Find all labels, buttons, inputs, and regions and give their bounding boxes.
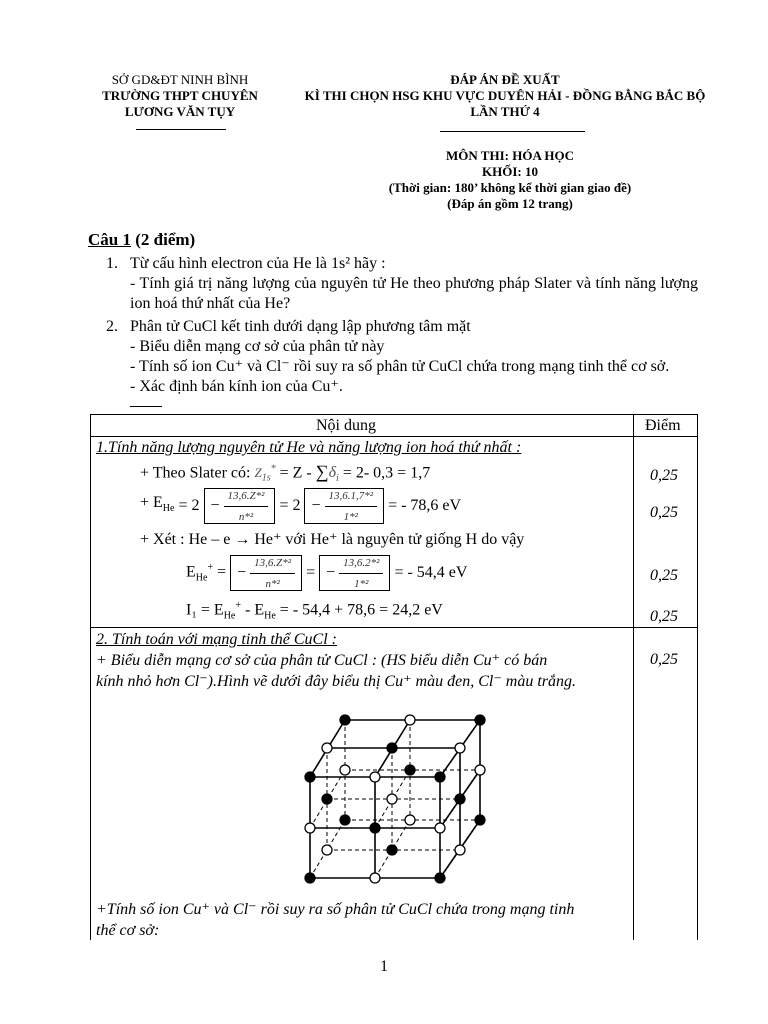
question-number: Câu 1 (88, 230, 131, 249)
exam-round: LẦN THỨ 4 (470, 104, 540, 119)
school-header (80, 72, 280, 120)
part1-title: 1.Tính năng lượng nguyên tử He và năng lượng ion hoá thứ nhất : (96, 439, 522, 456)
sigma-sum-symbol: ∑ (315, 461, 329, 482)
item-line: - Biểu diễn mạng cơ sở của phân tử này (130, 338, 385, 355)
exam-underline (440, 131, 585, 132)
ehe-plus-equation: $E_{He}^+$ = − $\frac{\text{13,6.Z*²}}{\text{n*²}}$ = − $\frac{\text{13,6.2*²}}{\text{1*²}}$ = - 54,4 eV (186, 553, 467, 593)
ionization-statement: + Xét : He – e → He⁺ với He⁺ là nguyên tử giống H do vậy (140, 531, 525, 548)
i1-equation: $I_1 = E_{He}^+ - E_{He}$ = - 54,4 + 78,6 = 24,2 eV (186, 600, 443, 622)
department-name: SỞ GD&ĐT NINH BÌNH (111, 72, 249, 87)
part2-description-line2: kính nhỏ hơn Cl⁻).Hình vẽ dưới đây biểu thị Cu⁺ màu đen, Cl⁻ màu trắng. (96, 673, 576, 690)
subject: MÔN THI: HÓA HỌC (446, 148, 574, 163)
column-header-content: Nội dung (316, 417, 376, 434)
question-item-2 (106, 317, 698, 397)
item-line: - Tính giá trị năng lượng của nguyên tử He theo phương pháp Slater và tính năng lượng ion hoá thứ nhất của He? (130, 275, 698, 312)
time-limit: (Thời gian: 180’ không kể thời gian giao đề) (388, 180, 632, 195)
item-line: Từ cấu hình electron của He là 1s² hãy : (130, 255, 386, 272)
item-line: - Tính số ion Cu⁺ và Cl⁻ rồi suy ra số phân tử CuCl chứa trong mạng tinh thể cơ sở. (130, 358, 670, 375)
question-title (88, 230, 195, 250)
ehe-equation: + $E_{He}$ = 2 − $\frac{\text{13,6.Z*²}}{\text{n*²}}$ = 2 − $\frac{\text{13,6.1,7*²}}{\text{1*²}}$ = - 78,6 eV (140, 486, 461, 526)
score: 0,25 (650, 608, 678, 625)
score: 0,25 (650, 567, 678, 584)
table-row-divider (90, 627, 698, 628)
cucl-lattice-diagram (290, 700, 510, 895)
part2-description-line1: + Biểu diễn mạng cơ sở của phân tử CuCl : (HS biểu diễn Cu⁺ có bán (96, 652, 548, 669)
column-header-score: Điểm (645, 417, 681, 434)
table-header-divider (90, 436, 698, 437)
table-column-divider (633, 414, 634, 940)
item-number: 1. (106, 255, 118, 272)
item-line: - Xác định bán kính ion của Cu⁺. (130, 378, 343, 395)
part2-count-line1: +Tính số ion Cu⁺ và Cl⁻ rồi suy ra số phân tử CuCl chứa trong mạng tinh (96, 901, 575, 918)
page-number: 1 (380, 958, 388, 975)
answer-key-title: ĐÁP ÁN ĐỀ XUẤT (450, 72, 560, 87)
part2-count-line2: thể cơ sở: (96, 922, 160, 939)
score: 0,25 (650, 504, 678, 521)
item-number: 2. (106, 318, 118, 335)
page-count: (Đáp án gồm 12 trang) (447, 196, 573, 211)
z-effective-symbol: $Z_{1s}^*$ (254, 464, 276, 484)
item-line: Phân tử CuCl kết tinh dưới dạng lập phương tâm mặt (130, 318, 471, 335)
school-name-line1: TRƯỜNG THPT CHUYÊN (102, 88, 258, 103)
question-item-1 (106, 254, 698, 314)
grade: KHỐI: 10 (482, 164, 538, 179)
school-underline (136, 129, 226, 130)
exam-info (330, 148, 690, 212)
slater-line: + Theo Slater có: $Z_{1s}^* = Z - \sum\delta_i = 2-$ 0,3 = 1,7 (140, 461, 431, 485)
part2-title: 2. Tính toán với mạng tinh thể CuCl : (96, 631, 337, 648)
score: 0,25 (650, 651, 678, 668)
short-dash (130, 406, 162, 407)
question-points: (2 điểm) (135, 230, 196, 249)
school-name-line2: LƯƠNG VĂN TỤY (124, 104, 236, 119)
exam-header (270, 72, 740, 120)
exam-name: KÌ THI CHỌN HSG KHU VỰC DUYÊN HẢI - ĐỒNG BẰNG BẮC BỘ (304, 88, 706, 103)
score: 0,25 (650, 467, 678, 484)
